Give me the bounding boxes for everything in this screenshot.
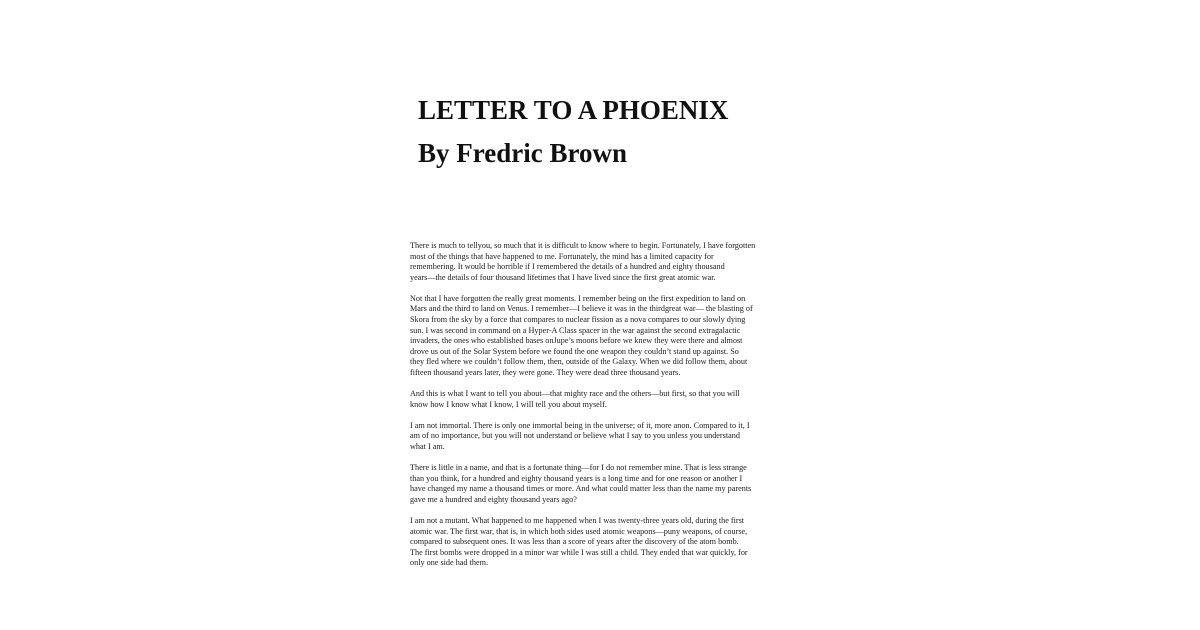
paragraph-line: There is much to tellyou, so much that it is difficult to know where to begin. Fortunately, I have forgotten xyxy=(410,241,756,250)
paragraph-line: I am not a mutant. What happened to me happened when I was twenty-three years old, during the first xyxy=(410,515,745,525)
paragraph-line: only one side had them. xyxy=(410,558,488,568)
document-body xyxy=(410,241,800,579)
paragraph-line: sun. I was second in command on a Hyper-A Class spacer in the war against the second extragalactic xyxy=(410,325,741,335)
paragraph-line: they fled where we couldn’t follow them, then, outside of the Galaxy. When we did follow them, about xyxy=(410,357,748,367)
paragraph xyxy=(410,421,800,453)
document-author: By Fredric Brown xyxy=(418,138,627,168)
paragraph-line: Not that I have forgotten the really great moments. I remember being on the first expedition to land on xyxy=(410,293,746,303)
paragraph-line: remembering. It would be horrible if I remembered the details of a hundred and eighty thousand xyxy=(410,262,725,272)
paragraph-line: Skora from the sky by a force that compares to nuclear fission as a nova compares to our slowly dying xyxy=(410,315,746,325)
paragraph-line: atomic war. The first war, that is, in which both sides used atomic weapons—puny weapons, of course, xyxy=(410,526,748,536)
paragraph-line: And this is what I want to tell you about—that mighty race and the others—but first, so that you will xyxy=(410,389,740,399)
paragraph-line: fifteen thousand years later, they were gone. They were dead three thousand years. xyxy=(410,368,681,378)
paragraph-line: most of the things that have happened to me. Fortunately, the mind has a limited capacity for xyxy=(410,251,714,261)
paragraph-line: what I am. xyxy=(410,442,445,451)
paragraph-line: invaders, the ones who established bases onJupe’s moons before we knew they were there and almost xyxy=(410,336,743,346)
paragraph xyxy=(410,516,800,569)
paragraph-line: am of no importance, but you will not understand or believe what I say to you unless you understand xyxy=(410,431,740,441)
paragraph-line: I am not immortal. There is only one immortal being in the universe; of it, more anon. Compared to it, I xyxy=(410,420,750,430)
paragraph-line: Mars and the third to land on Venus. I remember—I believe it was in the thirdgreat war— the blasting of xyxy=(410,304,753,314)
paragraph-line: years—the details of four thousand lifetimes that I have lived since the first great atomic war. xyxy=(410,272,716,282)
paragraph xyxy=(410,463,800,505)
paragraph-line: The first bombs were dropped in a minor war while I was still a child. They ended that war quickly, for xyxy=(410,547,748,557)
paragraph-line: know how I know what I know, I will tell you about myself. xyxy=(410,399,607,409)
paragraph-line: gave me a hundred and eighty thousand years ago? xyxy=(410,494,577,504)
paragraph-line: than you think, for a hundred and eighty thousand years is a long time and for one reason or another I xyxy=(410,473,743,483)
paragraph-line: compared to subsequent ones. It was less than a score of years after the discovery of the atom bomb. xyxy=(410,537,739,547)
paragraph-line: There is little in a name, and that is a fortunate thing—for I do not remember mine. That is less strange xyxy=(410,463,747,473)
paragraph xyxy=(410,294,800,379)
paragraph xyxy=(410,241,800,283)
paragraph xyxy=(410,389,800,410)
paragraph-line: have changed my name a thousand times or more. And what could matter less than the name my parents xyxy=(410,484,752,494)
paragraph-line: drove us out of the Solar System before we found the one weapon they couldn’t stand up against. So xyxy=(410,346,739,356)
document-title: LETTER TO A PHOENIX xyxy=(418,95,729,125)
